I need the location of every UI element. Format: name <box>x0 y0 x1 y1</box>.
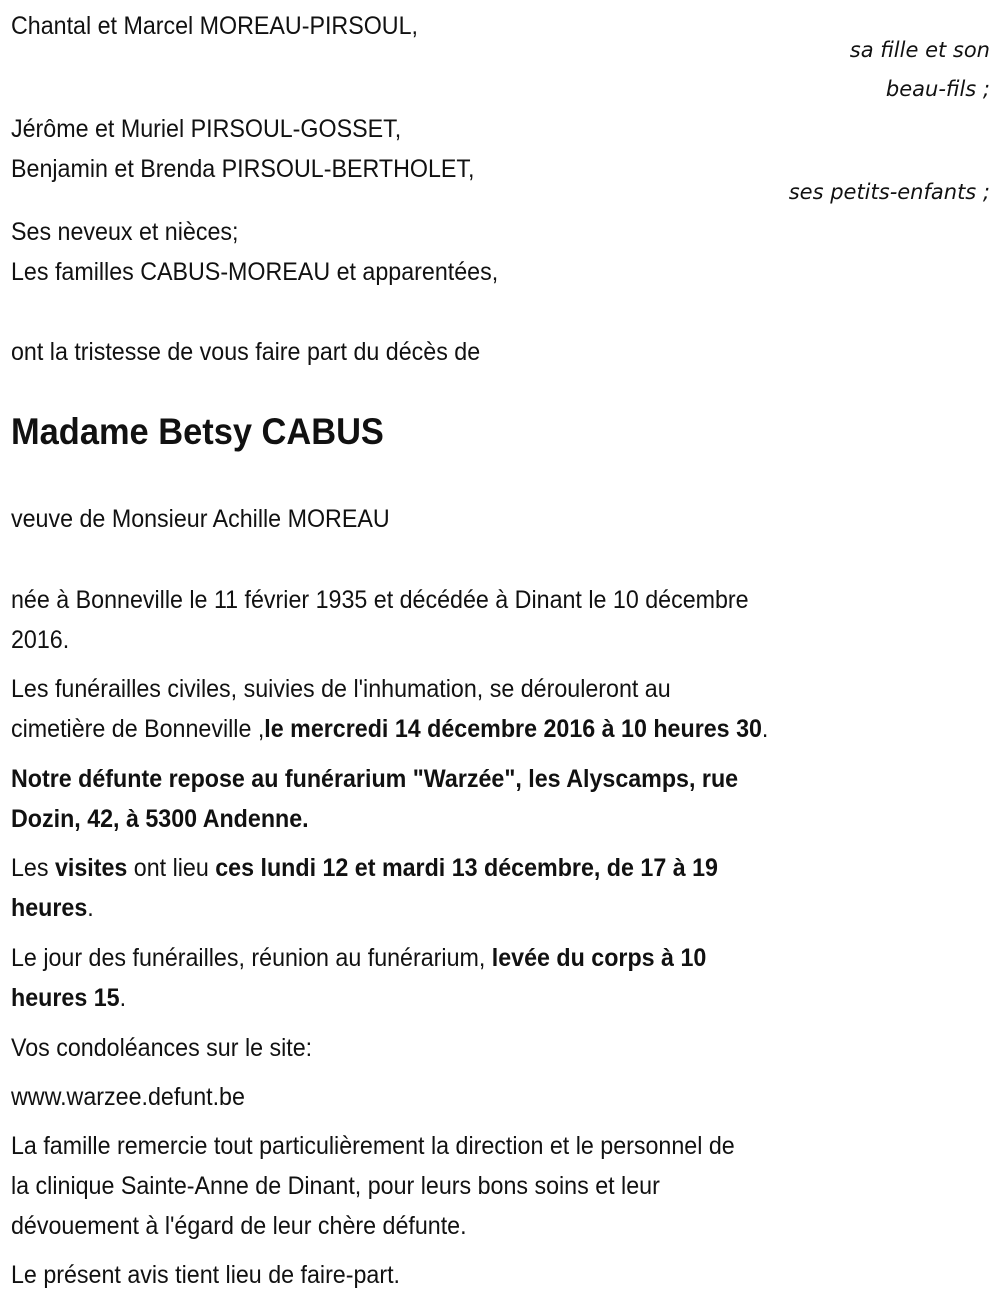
thanks-line-1: La famille remercie tout particulièrement la direction et le personnel de <box>11 1132 735 1160</box>
visits-keyword: visites <box>54 854 128 882</box>
funeral-line-2 <box>11 714 768 744</box>
deceased-name: Madame Betsy CABUS <box>11 411 384 452</box>
relation-grandchildren: ses petits-enfants ; <box>788 180 990 204</box>
gathering-period: . <box>119 984 127 1012</box>
birth-death-line-2: 2016. <box>11 626 70 654</box>
announcement: ont la tristesse de vous faire part du décès de <box>11 338 481 366</box>
birth-death-line-1: née à Bonneville le 11 février 1935 et décédée à Dinant le 10 décembre <box>11 586 749 614</box>
widow-of: veuve de Monsieur Achille MOREAU <box>11 505 390 533</box>
family-daughter: Chantal et Marcel MOREAU-PIRSOUL, <box>11 12 418 40</box>
funeral-line-1: Les funérailles civiles, suivies de l'inhumation, se dérouleront au <box>11 675 671 703</box>
visits-period: . <box>87 894 94 922</box>
gathering-text: Le jour des funérailles, réunion au funérarium, <box>11 944 492 972</box>
funeral-date: le mercredi 14 décembre 2016 à 10 heures 30 <box>264 715 762 743</box>
thanks-line-3: dévouement à l'égard de leur chère défunte. <box>11 1212 467 1240</box>
family-grandchildren-1: Jérôme et Muriel PIRSOUL-GOSSET, <box>11 115 402 143</box>
visits-dates: ces lundi 12 et mardi 13 décembre, de 17 à 19 <box>215 854 718 882</box>
condolences-label: Vos condoléances sur le site: <box>11 1034 313 1062</box>
closing-note: Le présent avis tient lieu de faire-part. <box>11 1261 401 1289</box>
funeral-place: cimetière de Bonneville , <box>11 715 265 743</box>
gathering-line-2 <box>11 983 126 1013</box>
visits-text-1: Les <box>11 854 55 882</box>
family-grandchildren-2: Benjamin et Brenda PIRSOUL-BERTHOLET, <box>11 155 475 183</box>
condolences-url[interactable]: www.warzee.defunt.be <box>11 1083 245 1111</box>
relation-daughter-2: beau-fils ; <box>885 77 990 101</box>
family-nephews: Ses neveux et nièces; <box>11 218 239 246</box>
gathering-line-1 <box>11 943 706 973</box>
relation-daughter-1: sa fille et son <box>849 38 990 62</box>
visits-line-1 <box>11 853 718 883</box>
thanks-line-2: la clinique Sainte-Anne de Dinant, pour leurs bons soins et leur <box>11 1172 660 1200</box>
funeral-period: . <box>761 715 769 743</box>
family-relatives: Les familles CABUS-MOREAU et apparentées, <box>11 258 499 286</box>
visits-hours: heures <box>11 894 88 922</box>
visits-text-2: ont lieu <box>127 854 216 882</box>
repose-line-1: Notre défunte repose au funérarium "Warzée", les Alyscamps, rue <box>11 765 739 793</box>
repose-line-2: Dozin, 42, à 5300 Andenne. <box>11 805 309 833</box>
gathering-hours: heures 15 <box>11 984 120 1012</box>
gathering-time: levée du corps à 10 <box>491 944 707 972</box>
visits-line-2 <box>11 893 94 923</box>
